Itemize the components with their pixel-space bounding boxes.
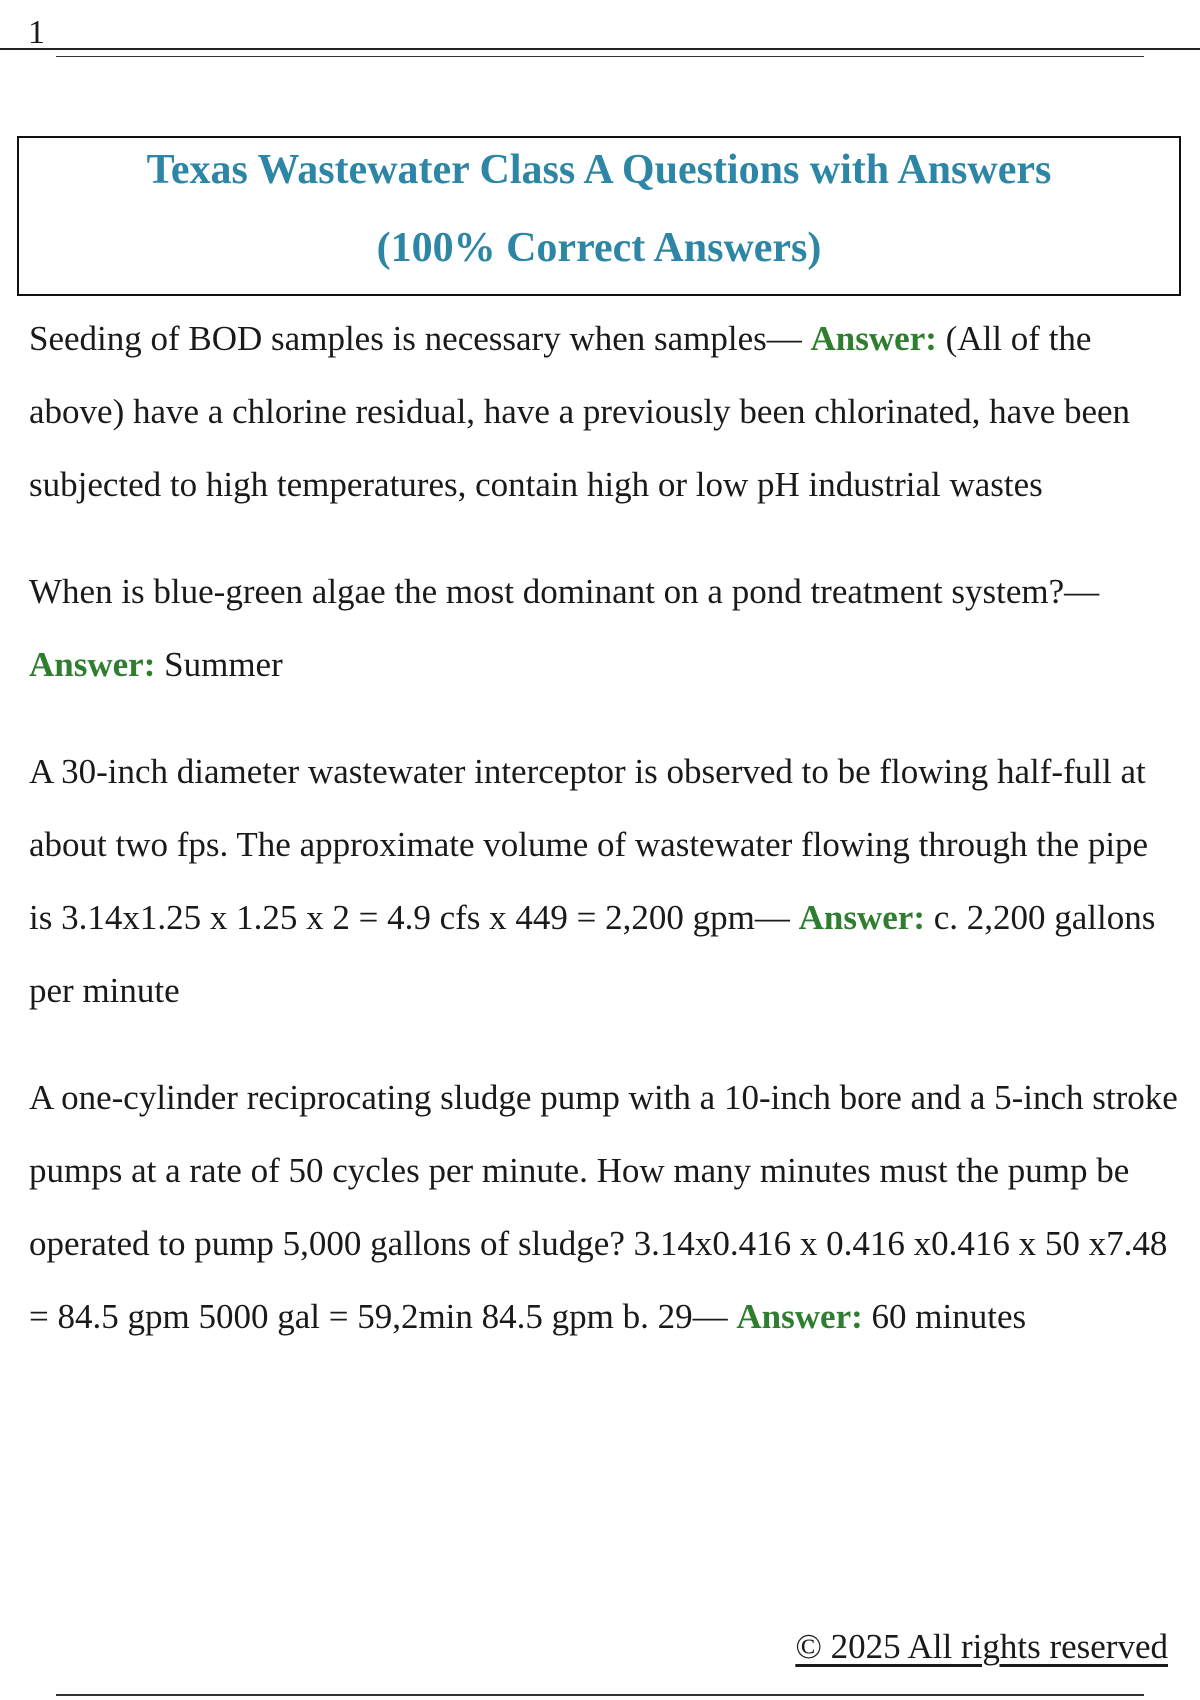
qa-list — [29, 302, 1179, 1387]
qa-item — [29, 302, 1179, 521]
document-subtitle: (100% Correct Answers) — [376, 225, 822, 271]
answer-label: Answer: — [810, 319, 937, 358]
answer-text: 60 minutes — [871, 1297, 1027, 1336]
qa-item — [29, 555, 1179, 701]
header-rule — [0, 48, 1200, 50]
answer-label: Answer: — [29, 645, 156, 684]
title-box — [17, 136, 1181, 296]
page-number: 1 — [28, 14, 45, 51]
answer-label: Answer: — [736, 1297, 863, 1336]
question-text: A 30-inch diameter wastewater interceptor is observed to be flowing half-full at about two fps. The approximate volume of wastewater flowing through the pipe is 3.14x1.25 x 1.25 x 2 = 4.9 cfs x 449 = 2,200 gpm— — [29, 752, 1149, 937]
document-title: Texas Wastewater Class A Questions with Answers — [146, 147, 1052, 193]
answer-text: c. 2,200 gallons per minute — [29, 898, 1156, 1010]
answer-text: (All of the above) have a chlorine residual, have a previously been chlorinated, have been subjected to high temperatures, contain high or low pH industrial wastes — [29, 319, 1131, 504]
qa-item — [29, 735, 1179, 1027]
question-text: Seeding of BOD samples is necessary when samples— — [29, 319, 802, 358]
footer-rule — [56, 1694, 1144, 1696]
question-text: When is blue-green algae the most dominant on a pond treatment system?— — [29, 572, 1100, 611]
answer-text: Summer — [164, 645, 283, 684]
question-text: A one-cylinder reciprocating sludge pump with a 10-inch bore and a 5-inch stroke pumps at a rate of 50 cycles per minute. How many minutes must the pump be operated to pump 5,000 gallons of sludge? 3.14x0.416 x 0.416 x0.416 x 50 x7.48 = 84.5 gpm 5000 gal = 59,2min 84.5 gpm b. 29— — [29, 1078, 1178, 1336]
answer-label: Answer: — [798, 898, 925, 937]
qa-item — [29, 1061, 1179, 1353]
copyright-notice: © 2025 All rights reserved — [795, 1627, 1168, 1666]
header-rule-secondary — [56, 56, 1144, 57]
